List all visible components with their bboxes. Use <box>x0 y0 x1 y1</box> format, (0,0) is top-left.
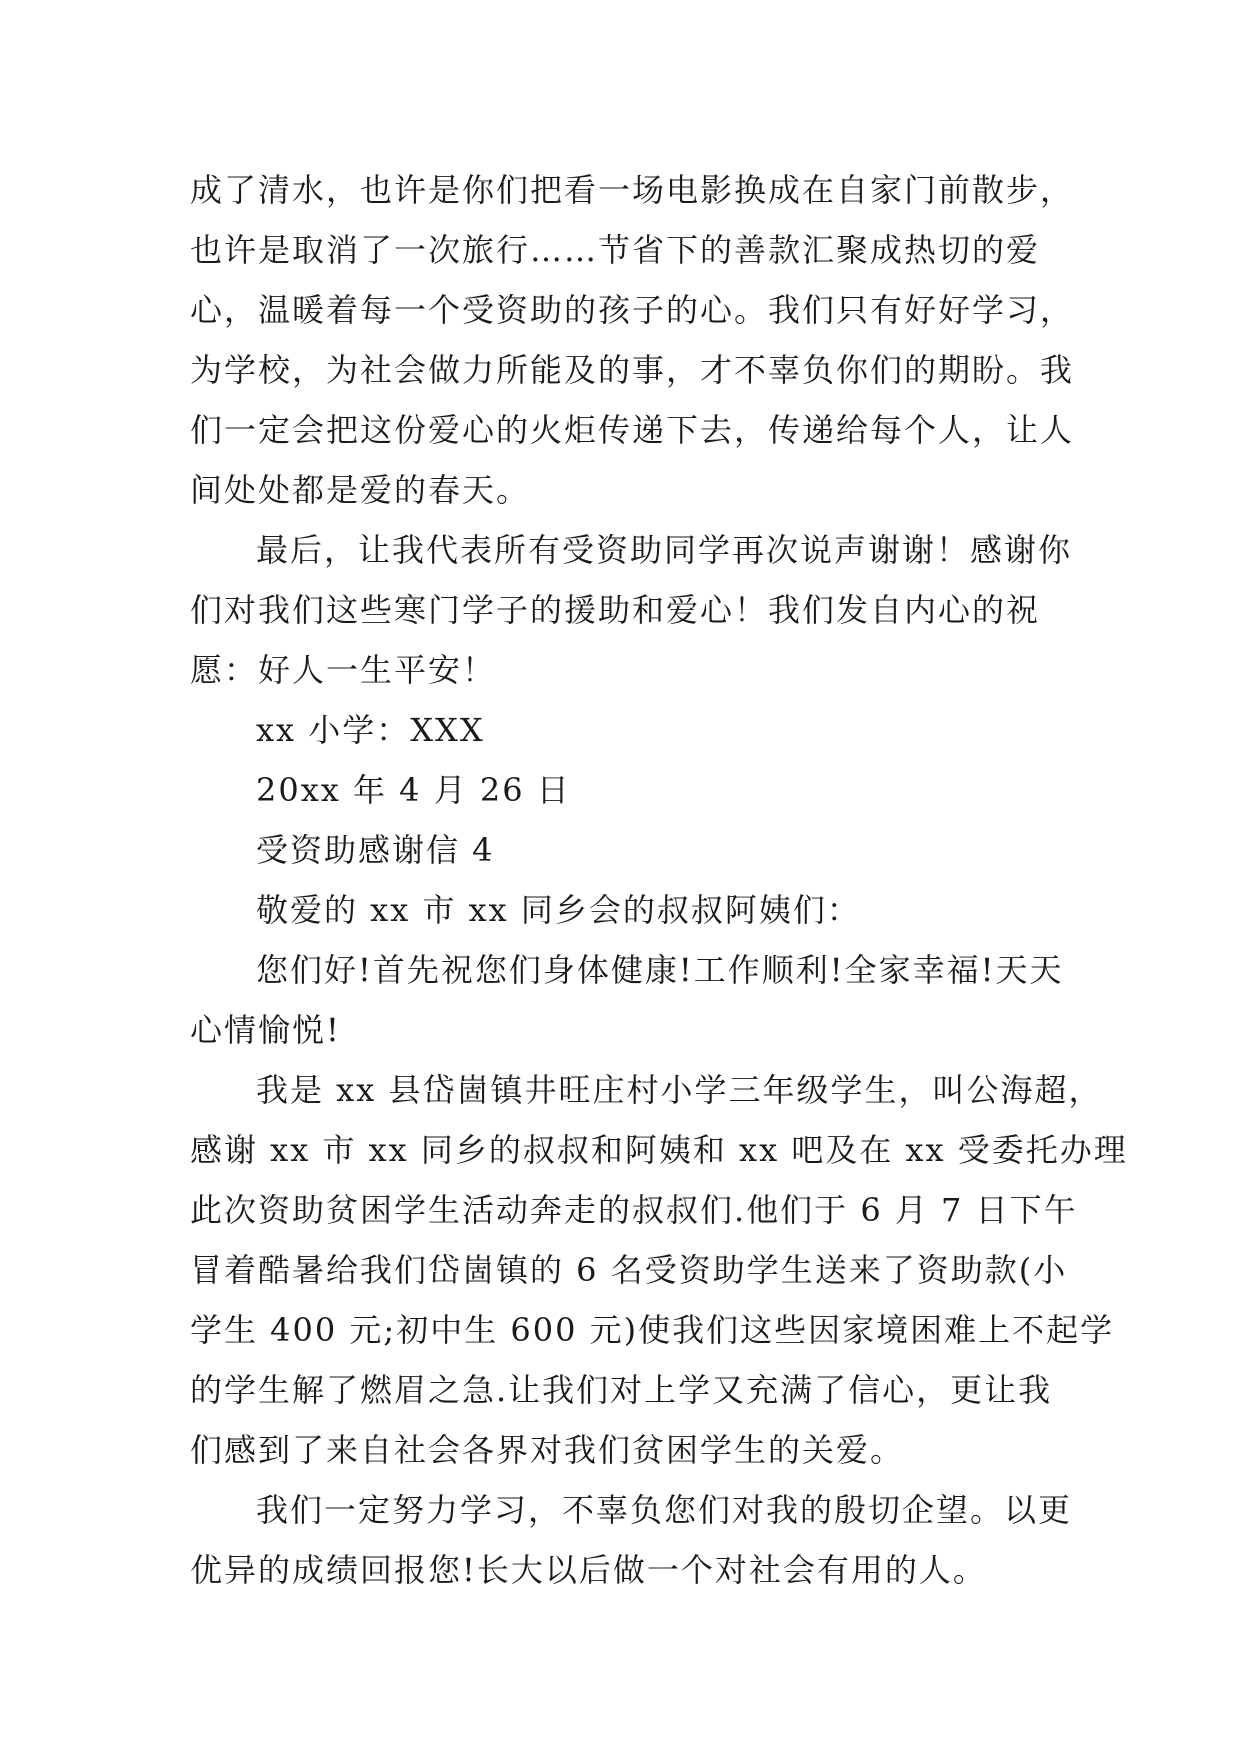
text-line: 学生 400 元;初中生 600 元)使我们这些因家境困难上不起学 <box>190 1311 1115 1349</box>
text-line: 优异的成绩回报您!长大以后做一个对社会有用的人。 <box>190 1551 987 1589</box>
text-line: 的学生解了燃眉之急.让我们对上学又充满了信心，更让我 <box>190 1371 1053 1409</box>
text-line: 冒着酷暑给我们岱崮镇的 6 名受资助学生送来了资助款(小 <box>190 1251 1068 1289</box>
text-line: 们一定会把这份爱心的火炬传递下去，传递给每个人，让人 <box>190 411 1075 449</box>
signature-date: 20xx 年 4 月 26 日 <box>256 771 571 809</box>
text-line: 心情愉悦! <box>190 1011 341 1049</box>
letter-heading: 受资助感谢信 4 <box>256 831 495 869</box>
text-line: 间处处都是爱的春天。 <box>190 471 531 509</box>
letter-body <box>190 160 1128 1600</box>
text-line: 您们好!首先祝您们身体健康!工作顺利!全家幸福!天天 <box>256 951 1064 989</box>
text-line: 愿：好人一生平安！ <box>190 651 497 689</box>
text-line: 此次资助贫困学生活动奔走的叔叔们.他们于 6 月 7 日下午 <box>190 1191 1078 1229</box>
signature-school: xx 小学：XXX <box>256 711 485 749</box>
text-line: 也许是取消了一次旅行……节省下的善款汇聚成热切的爱 <box>190 231 1041 269</box>
text-line: 我们一定努力学习，不辜负您们对我的殷切企望。以更 <box>256 1491 1073 1529</box>
text-line: 们对我们这些寒门学子的援助和爱心！我们发自内心的祝 <box>190 591 1041 629</box>
text-line: 我是 xx 县岱崮镇井旺庄村小学三年级学生，叫公海超， <box>256 1071 1103 1109</box>
text-line: 为学校，为社会做力所能及的事，才不辜负你们的期盼。我 <box>190 351 1075 389</box>
text-line: 心，温暖着每一个受资助的孩子的心。我们只有好好学习， <box>190 291 1075 329</box>
letter-salutation: 敬爱的 xx 市 xx 同乡会的叔叔阿姨们： <box>256 891 861 929</box>
text-line: 感谢 xx 市 xx 同乡的叔叔和阿姨和 xx 吧及在 xx 受委托办理 <box>190 1131 1128 1169</box>
text-line: 最后，让我代表所有受资助同学再次说声谢谢！感谢你 <box>256 531 1073 569</box>
text-line: 成了清水，也许是你们把看一场电影换成在自家门前散步， <box>190 171 1075 209</box>
text-line: 们感到了来自社会各界对我们贫困学生的关爱。 <box>190 1431 905 1469</box>
